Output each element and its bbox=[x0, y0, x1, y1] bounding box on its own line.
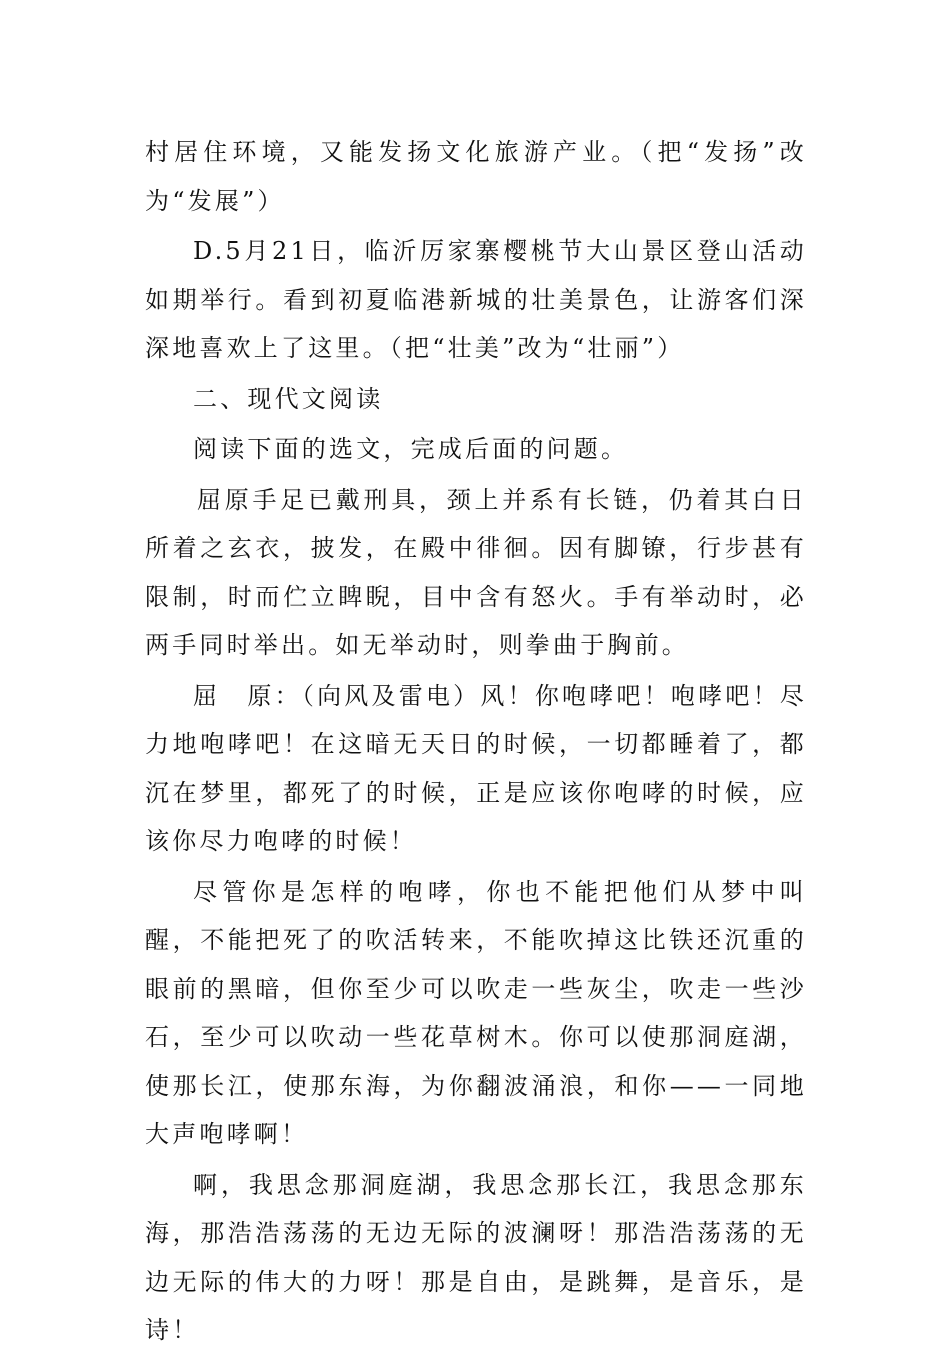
dialogue-paragraph-3: 啊，我思念那洞庭湖，我思念那长江，我思念那东海，那浩浩荡荡的无边无际的波澜呀！那浩浩荡荡的无边无际的伟大的力呀！那是自由，是跳舞，是音乐，是诗！ bbox=[145, 1170, 807, 1344]
stage-direction: 屈原手足已戴刑具，颈上并系有长链，仍着其白日所着之玄衣，披发，在殿中徘徊。因有脚镣，行步甚有限制，时而伫立睥睨，目中含有怒火。手有举动时，必两手同时举出。如无举动时，则拳曲于胸前。 bbox=[145, 485, 807, 659]
dialogue-paragraph-2: 尽管你是怎样的咆哮，你也不能把他们从梦中叫醒，不能把死了的吹活转来，不能吹掉这比铁还沉重的眼前的黑暗，但你至少可以吹走一些灰尘，吹走一些沙石，至少可以吹动一些花草树木。你可以使那洞庭湖，使那长江，使那东海，为你翻波涌浪，和你——一同地大声咆哮啊！ bbox=[145, 877, 807, 1148]
paragraph-question-d: D.5月21日，临沂厉家寨樱桃节大山景区登山活动如期举行。看到初夏临港新城的壮美景色，让游客们深深地喜欢上了这里。（把“壮美”改为“壮丽”） bbox=[145, 237, 807, 362]
document-body bbox=[145, 128, 807, 1357]
paragraph-question-c-continued: 村居住环境，又能发扬文化旅游产业。（把“发扬”改为“发展”） bbox=[145, 138, 807, 215]
reading-instruction: 阅读下面的选文，完成后面的问题。 bbox=[193, 435, 629, 463]
section-heading-modern-reading: 二、现代文阅读 bbox=[193, 384, 384, 413]
dialogue-paragraph-1: 屈 原：（向风及雷电）风！你咆哮吧！咆哮吧！尽力地咆哮吧！在这暗无天日的时候，一切都睡着了，都沉在梦里，都死了的时候，正是应该你咆哮的时候，应该你尽力咆哮的时候！ bbox=[145, 681, 807, 855]
